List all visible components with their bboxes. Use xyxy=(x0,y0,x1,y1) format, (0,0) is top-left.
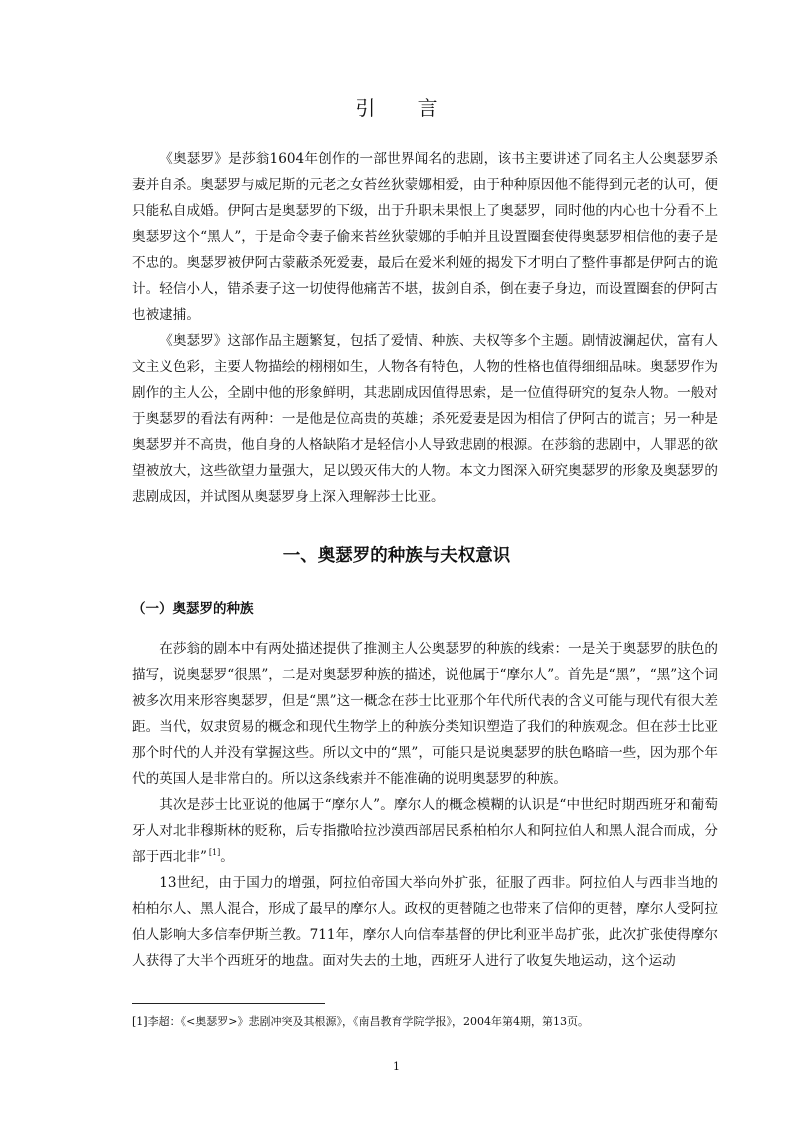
moor-paragraph-tail: 。 xyxy=(220,849,234,865)
section1-paragraph-1: 在莎翁的剧本中有两处描述提供了推测主人公奥瑟罗的种族的线索：一是关于奥瑟罗的肤色的描写，说奥瑟罗“很黑”，二是对奥瑟罗种族的描述，说他属于“摩尔人”。首先是“黑”，“黑”这个词被多次用来形容奥瑟罗，但是“黑”这一概念在莎士比亚那个年代所代表的含义可能与现代有很大差距。当代，奴隶贸易的概念和现代生物学上的种族分类知识塑造了我们的种族观念。但在莎士比亚那个时代的人并没有掌握这些。所以文中的“黑”，可能只是说奥瑟罗的肤色略暗一些，因为那个年代的英国人是非常白的。所以这条线索并不能准确的说明奥瑟罗的种族。 xyxy=(132,641,718,787)
section1-paragraph-moor xyxy=(132,792,718,870)
footnote-reference[interactable]: [1] xyxy=(208,848,221,858)
subsection-heading: （一）奥瑟罗的种族 xyxy=(132,601,254,617)
intro-paragraph-1: 《奥瑟罗》是莎翁1604年创作的一部世界闻名的悲剧，该书主要讲述了同名主人公奥瑟罗杀妻并自杀。奥瑟罗与威尼斯的元老之女苔丝狄蒙娜相爱，由于种种原因他不能得到元老的认可，便只能私自成婚。伊阿古是奥瑟罗的下级，出于升职未果恨上了奥瑟罗，同时他的内心也十分看不上奥瑟罗这个“黑人”，于是命令妻子偷来苔丝狄蒙娜的手帕并且设置圈套使得奥瑟罗相信他的妻子是不忠的。奥瑟罗被伊阿古蒙蔽杀死爱妻，最后在爱米利娅的揭发下才明白了整件事都是伊阿古的诡计。轻信小人，错杀妻子这一切使得他痛苦不堪，拔剑自杀，倒在妻子身边，而设置圈套的伊阿古也被逮捕。 xyxy=(132,151,718,323)
footnote-divider xyxy=(132,1003,325,1004)
section1-body xyxy=(132,636,718,974)
intro-paragraph-2: 《奥瑟罗》这部作品主题繁复，包括了爱情、种族、夫权等多个主题。剧情波澜起伏，富有人文主义色彩，主要人物描绘的栩栩如生，人物各有特色，人物的性格也值得细细品味。奥瑟罗作为剧作的主人公，全剧中他的形象鲜明，其悲剧成因值得思索，是一位值得研究的复杂人物。一般对于奥瑟罗的看法有两种：一是他是位高贵的英雄；杀死爱妻是因为相信了伊阿古的谎言；另一种是奥瑟罗并不高贵，他自身的人格缺陷才是轻信小人导致悲剧的根源。在莎翁的悲剧中，人罪恶的欲望被放大，这些欲望力量强大，足以毁灭伟大的人物。本文力图深入研究奥瑟罗的形象及奥瑟罗的悲剧成因，并试图从奥瑟罗身上深入理解莎士比亚。 xyxy=(132,333,718,505)
intro-section xyxy=(132,146,718,510)
section1-paragraph-2: 13世纪，由于国力的增强，阿拉伯帝国大举向外扩张，征服了西非。阿拉伯人与西非当地的柏柏尔人、黑人混合，形成了最早的摩尔人。政权的更替随之也带来了信仰的更替，摩尔人受阿拉伯人影响大多信奉伊斯兰教。711年，摩尔人向信奉基督的伊比利亚半岛扩张，此次扩张使得摩尔人获得了大半个西班牙的地盘。面对失去的土地，西班牙人进行了收复失地运动，这个运动 xyxy=(132,875,718,969)
page-title: 引 言 xyxy=(355,96,456,120)
section-heading: 一、奥瑟罗的种族与夫权意识 xyxy=(282,546,511,566)
footnote: [1]李超：《<奥瑟罗>》悲剧冲突及其根源》，《南昌教育学院学报》，2004年第4期，第13页。 xyxy=(132,1015,590,1028)
page-number: 1 xyxy=(393,1060,400,1073)
moor-paragraph-text: 其次是莎士比亚说的他属于“摩尔人”。摩尔人的概念模糊的认识是“中世纪时期西班牙和葡萄牙人对北非穆斯林的贬称，后专指撒哈拉沙漠西部居民系柏柏尔人和阿拉伯人和黑人混合而成，分部于西北非” xyxy=(132,797,718,865)
